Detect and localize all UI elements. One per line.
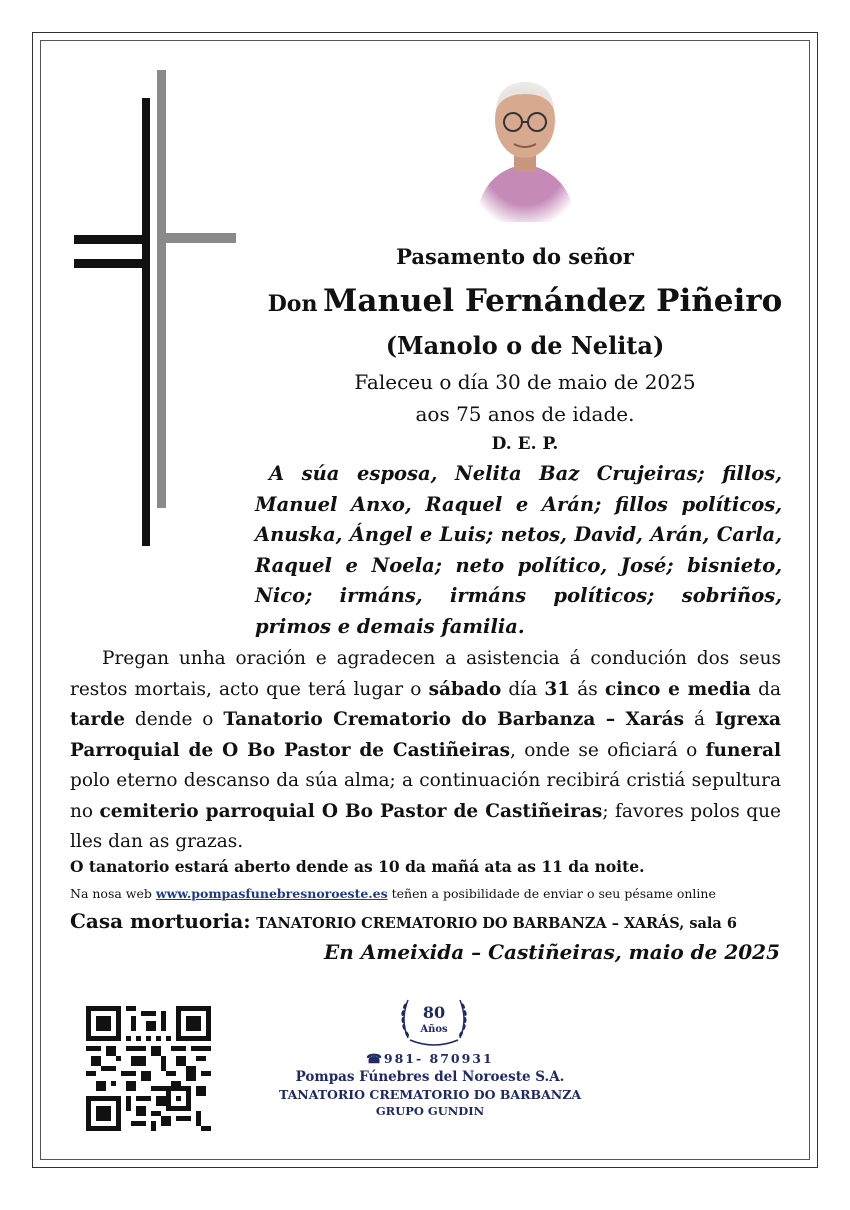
place-date: En Ameixida – Castiñeiras, maio de 2025 [323, 940, 780, 964]
body-text-4: da [750, 678, 781, 700]
logo-number: 80 [422, 1003, 446, 1022]
death-date: Faleceu o día 30 de maio de 2025 [354, 370, 696, 394]
body-text-8: polo eterno descanso da súa alma; a continuación recibirá cristiá sepultura no [70, 770, 781, 822]
company-phone: ☎981- 870931 [366, 1051, 494, 1066]
body-text-9: ; favores polos que lles dan as grazas. [70, 800, 781, 852]
full-name: Manuel Fernández Piñeiro [323, 283, 783, 319]
body-date: 31 [544, 678, 571, 700]
body-day: sábado [428, 678, 502, 700]
body-cemetery: cemiterio parroquial O Bo Pastor de Castiñeiras [99, 800, 603, 822]
ceremony-details [70, 644, 781, 858]
body-text-5: dende o [125, 709, 224, 730]
dep-text: D. E. P. [491, 434, 559, 454]
intro-heading: Pasamento do señor [396, 244, 634, 269]
body-period: tarde [70, 709, 125, 730]
body-funeral: funeral [705, 739, 781, 761]
body-text-3: ás [570, 678, 605, 700]
portrait-photo [466, 72, 584, 222]
body-text-1: Pregan unha oración e agradecen a asistencia á condución dos seus restos mortais, acto que terá lugar o [70, 648, 781, 700]
web-note-pre: Na nosa web [70, 886, 156, 901]
title-prefix: Don [267, 291, 318, 317]
website-link[interactable]: www.pompasfunebresnoroeste.es [155, 886, 388, 901]
logo-word: Años [420, 1024, 448, 1035]
body-origin: Tanatorio Crematorio do Barbanza – Xarás [223, 709, 685, 730]
mortuary-label: Casa mortuoria: [70, 909, 251, 933]
anniversary-logo-icon [394, 990, 474, 1048]
company-name: Pompas Fúnebres del Noroeste S.A. [295, 1069, 565, 1085]
opening-hours: O tanatorio estará aberto dende as 10 da mañá ata as 11 da noite. [70, 857, 645, 876]
deceased-name [250, 283, 800, 319]
body-text-7: , onde se oficiará o [510, 739, 706, 761]
mortuary-value: TANATORIO CREMATORIO DO BARBANZA – XARÁS, sala 6 [256, 915, 737, 932]
family-list: A súa esposa, Nelita Baz Crujeiras; fillos, Manuel Anxo, Raquel e Arán; fillos políticos, Anuska, Ángel e Luis; netos, David, Arán, Carla, Raquel e Noela; neto político, José; bisnieto, Nico; irmáns, irmáns políticos; sobriños, primos e demais familia. [255, 462, 782, 638]
body-time: cinco e media [605, 678, 751, 700]
age-line: aos 75 anos de idade. [415, 402, 635, 426]
web-note [70, 886, 781, 901]
company-tanatorio: TANATORIO CREMATORIO DO BARBANZA [278, 1087, 582, 1102]
body-text-2: día [501, 678, 545, 700]
nickname: (Manolo o de Nelita) [385, 331, 665, 360]
company-group: GRUPO GUNDIN [375, 1104, 485, 1118]
qr-code-icon[interactable] [86, 1006, 211, 1131]
web-note-post: teñen a posibilidade de enviar o seu pésame online [387, 886, 716, 901]
mortuary-line [70, 909, 790, 933]
body-text-6: á [684, 709, 715, 730]
cross-icon [72, 70, 237, 550]
body-church: Igrexa Parroquial de O Bo Pastor de Castiñeiras [70, 709, 781, 761]
